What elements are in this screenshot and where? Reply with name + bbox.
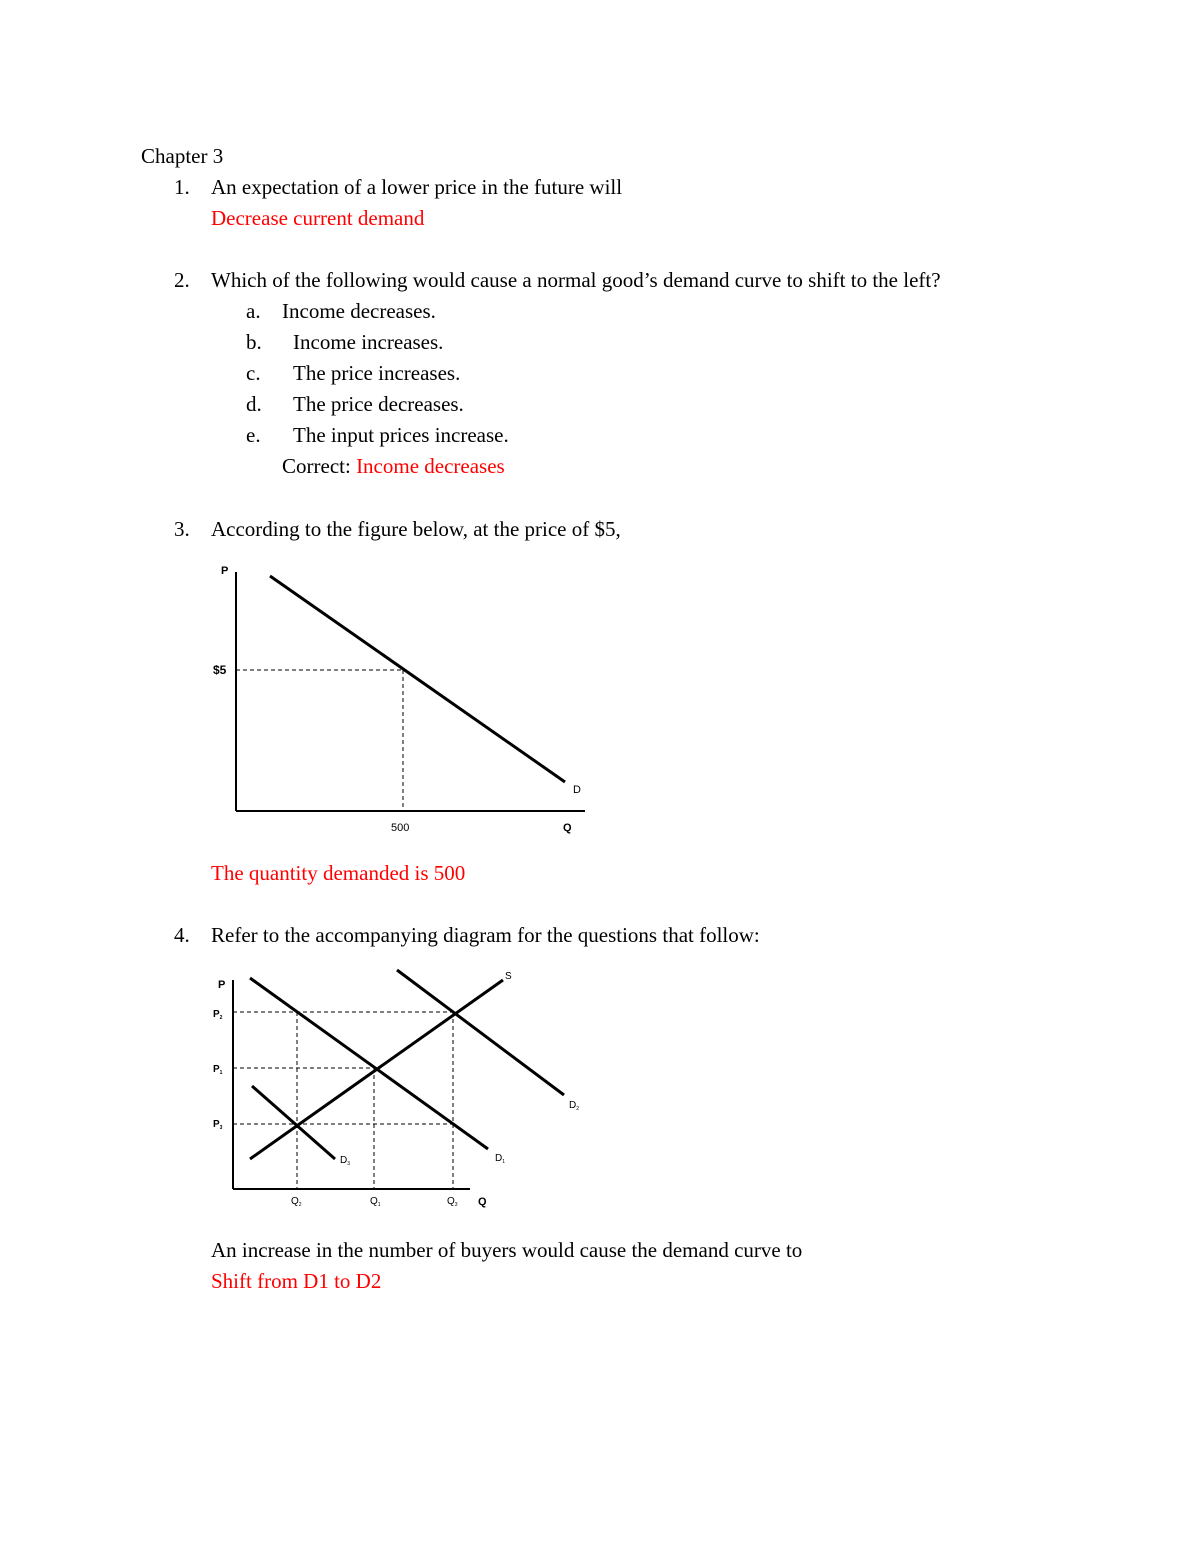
p2-label: $P_2$ bbox=[213, 1009, 223, 1021]
question-1-answer: Decrease current demand bbox=[211, 206, 425, 230]
figure-1-quantity-label: 500 bbox=[391, 822, 410, 834]
question-4-number: 4. bbox=[174, 923, 190, 947]
q2-label: $Q_2$ bbox=[291, 1196, 302, 1208]
option-b-text: Income increases. bbox=[293, 330, 444, 354]
demand-curve-d1 bbox=[250, 978, 488, 1149]
demand-figure bbox=[200, 560, 600, 840]
demand-curve bbox=[270, 576, 565, 782]
question-4-answer: Shift from D1 to D2 bbox=[211, 1269, 382, 1293]
option-b-letter: b. bbox=[246, 330, 262, 354]
d3-label: $D_3$ bbox=[340, 1155, 351, 1167]
question-1-text: An expectation of a lower price in the future will bbox=[211, 175, 623, 199]
question-2-correct bbox=[282, 453, 505, 479]
demand-curve-d2 bbox=[397, 970, 564, 1095]
p1-label: $P_1$ bbox=[213, 1064, 223, 1076]
question-3-answer: The quantity demanded is 500 bbox=[211, 861, 466, 885]
question-4-text: Refer to the accompanying diagram for the questions that follow: bbox=[211, 923, 760, 947]
option-c-text: The price increases. bbox=[293, 361, 461, 385]
p3-label: $P_3$ bbox=[213, 1119, 223, 1131]
supply-label: S bbox=[505, 971, 512, 982]
question-3-number: 3. bbox=[174, 517, 190, 541]
option-e-text: The input prices increase. bbox=[293, 423, 509, 447]
option-a-text: Income decreases. bbox=[282, 299, 436, 323]
figure-2-q-axis-label: Q bbox=[478, 1196, 487, 1208]
question-2-text: Which of the following would cause a normal good’s demand curve to shift to the left? bbox=[211, 268, 941, 292]
chapter-title: Chapter 3 bbox=[141, 144, 224, 168]
figure-1-price-label: $5 bbox=[213, 663, 227, 677]
d1-label: $D_1$ bbox=[495, 1153, 506, 1165]
figure-1-curve-label: D bbox=[573, 784, 581, 796]
d2-label: $D_2$ bbox=[569, 1100, 580, 1112]
option-e-letter: e. bbox=[246, 423, 261, 447]
question-3-text: According to the figure below, at the price of $5, bbox=[211, 517, 621, 541]
q1-label: $Q_1$ bbox=[370, 1196, 381, 1208]
question-2-number: 2. bbox=[174, 268, 190, 292]
figure-1-q-axis-label: Q bbox=[563, 822, 572, 834]
figure-2-p-axis-label: P bbox=[218, 979, 226, 991]
figure-1-p-axis-label: P bbox=[221, 565, 229, 577]
shift-figure bbox=[200, 962, 600, 1212]
option-d-letter: d. bbox=[246, 392, 262, 416]
question-2-answer: Income decreases bbox=[356, 454, 505, 478]
option-d-text: The price decreases. bbox=[293, 392, 464, 416]
correct-label: Correct: bbox=[282, 454, 351, 478]
question-4-prompt: An increase in the number of buyers would cause the demand curve to bbox=[211, 1238, 803, 1262]
q3-label: $Q_3$ bbox=[447, 1196, 458, 1208]
option-a-letter: a. bbox=[246, 299, 261, 323]
option-c-letter: c. bbox=[246, 361, 261, 385]
question-1-number: 1. bbox=[174, 175, 190, 199]
